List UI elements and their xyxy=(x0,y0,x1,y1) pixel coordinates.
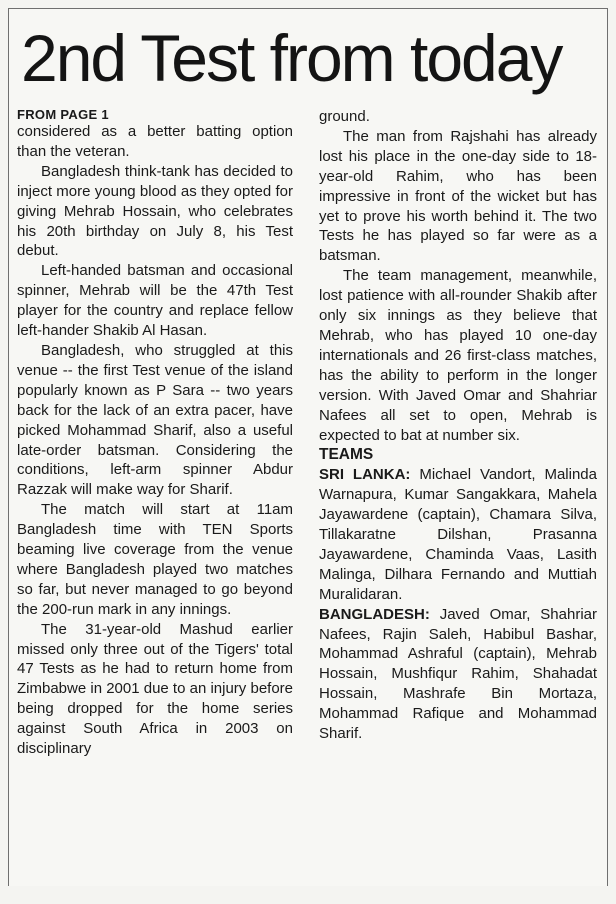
paragraph: Bangladesh think-tank has decided to inject more young blood as they opted for giving Mehrab Hossain, who celebrates his 20th birthday on July 8, his Test debut. xyxy=(17,162,293,260)
team-label-sri-lanka: SRI LANKA: xyxy=(319,466,411,484)
left-column xyxy=(17,107,293,759)
paragraph: The team management, meanwhile, lost patience with all-rounder Shakib after only six innings as they believe that Mehrab, who has played 10 one-day internationals and 26 first-class matches, has the ability to perform in the longer version. With Javed Omar and Shahriar Nafees all set to open, Mehrab is expected to bat at number six. xyxy=(319,267,597,444)
paragraph: ground. xyxy=(319,108,370,125)
paragraph: considered as a better batting option than the veteran. xyxy=(17,123,293,160)
team-players-bangladesh: Javed Omar, Shahriar Nafees, Rajin Saleh, Habibul Bashar, Mohammad Ashraful (captain), Mehrab Hossain, Mushfiqur Rahim, Shahadat Hossain, Mashrafe Bin Mortaza, Mohammad Rafique and Mohammad Sharif. xyxy=(319,605,598,743)
team-sri-lanka xyxy=(319,465,597,604)
paragraph: The match will start at 11am Bangladesh time with TEN Sports beaming live coverage from the venue where Bangladesh played two matches so far, but never managed to go beyond the 200-run mark in any innings. xyxy=(17,501,293,618)
newspaper-clipping xyxy=(8,8,608,886)
continuation-kicker: FROM PAGE 1 xyxy=(17,107,109,122)
team-bangladesh xyxy=(319,605,597,744)
right-column xyxy=(319,107,597,744)
paragraph: Left-handed batsman and occasional spinner, Mehrab will be the 47th Test player for the country and replace fellow left-hander Shakib Al Hasan. xyxy=(17,262,293,340)
team-players-sri-lanka: Michael Vandort, Malinda Warnapura, Kumar Sangakkara, Mahela Jayawardene (captain), Chamara Silva, Tillakaratne Dilshan, Prasanna Jayawardene, Chaminda Vaas, Lasith Malinga, Dilhara Fernando and Muttiah Muralidaran. xyxy=(319,466,597,603)
paragraph: The 31-year-old Mashud earlier missed only three out of the Tigers' total 47 Tests as he had to return home from Zimbabwe in 2001 due to an injury before being dropped for the home series against South Africa in 2003 on disciplinary xyxy=(17,620,294,758)
teams-heading: TEAMS xyxy=(319,446,374,464)
headline: 2nd Test from today xyxy=(21,21,562,95)
paragraph: The man from Rajshahi has already lost his place in the one-day side to 18-year-old Rahim, who has been impressive in front of the wicket but has yet to prove his worth behind it. The two Tests he has played so far were as a batsman. xyxy=(319,127,597,265)
team-label-bangladesh: BANGLADESH: xyxy=(319,605,430,623)
paragraph: Bangladesh, who struggled at this venue -- the first Test venue of the island popularly known as P Sara -- two years back for the lack of an extra pacer, have picked Mohammad Sharif, also a useful late-order batsman. Considering the conditions, left-arm spinner Abdur Razzak will make way for Sharif. xyxy=(17,341,293,499)
